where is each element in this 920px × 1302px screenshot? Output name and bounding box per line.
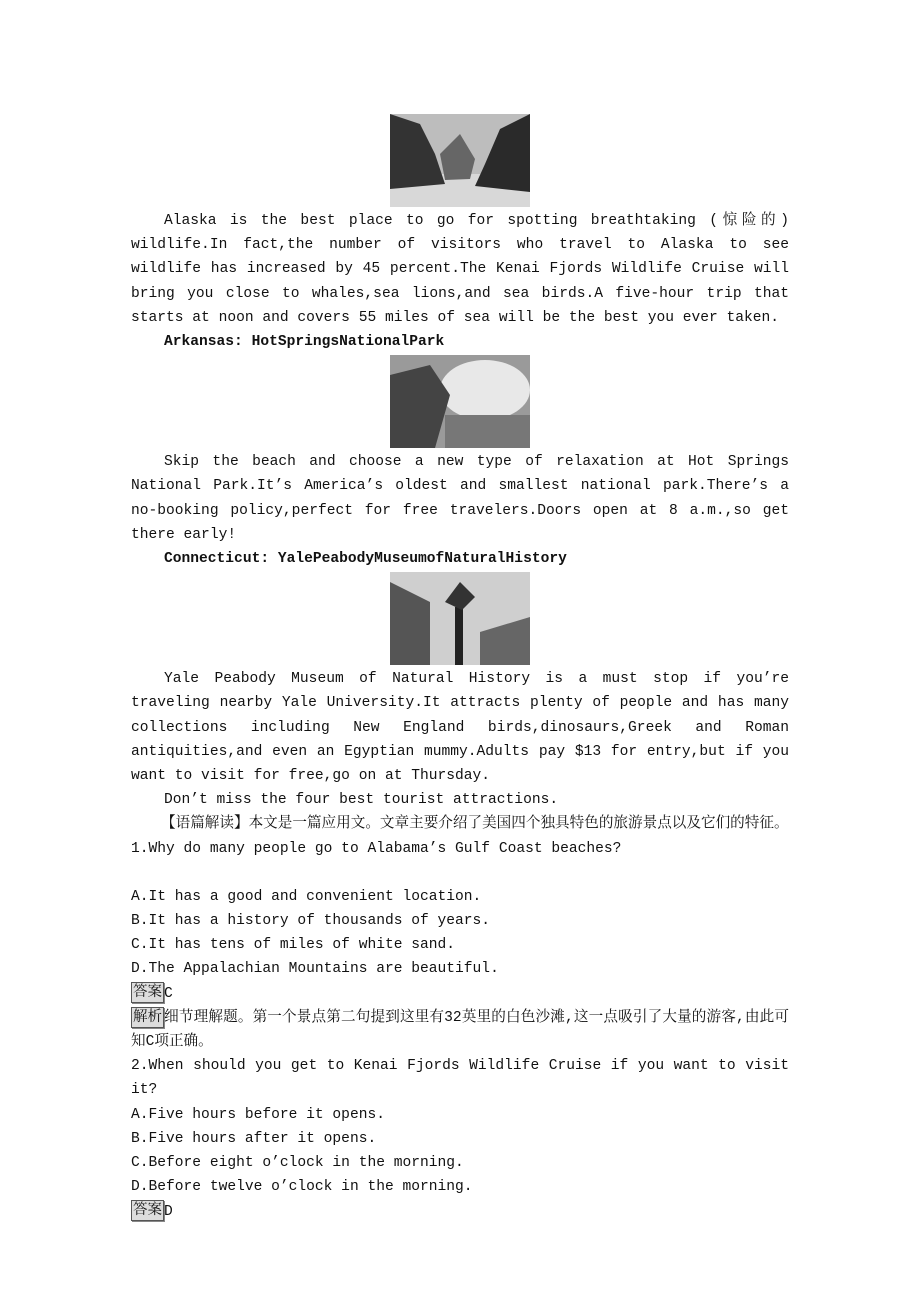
reading-note: 【语篇解读】本文是一篇应用文。文章主要介绍了美国四个独具特色的旅游景点以及它们的特征。 (161, 816, 789, 833)
connecticut-paragraph: Yale Peabody Museum of Natural History is a must stop if you’re traveling nearby Yale University.It attracts plenty of people and has many collections including New England birds,dinosaurs,Greek and Roman antiquities,and even an Egyptian mummy.Adults pay $13 for entry,but if you want to visit for free,go on at Thursday. (131, 671, 789, 785)
answer-tag: 答案 (131, 982, 164, 1003)
analysis-tag: 解析 (131, 1007, 164, 1028)
option-c: C.It has tens of miles of white sand. (131, 937, 456, 954)
analysis-text: 细节理解题。第一个景点第二句提到这里有32英里的白色沙滩,这一点吸引了大量的游客,由此可知C项正确。 (131, 1009, 789, 1051)
answer-tag: 答案 (131, 1200, 164, 1221)
option-c: C.Before eight o’clock in the morning. (131, 1155, 464, 1172)
document-body (131, 0, 789, 1264)
answer-line (131, 1200, 789, 1224)
question-2 (131, 1054, 789, 1223)
arkansas-paragraph: Skip the beach and choose a new type of relaxation at Hot Springs National Park.It’s America’s oldest and smallest national park.There’s a no-booking policy,perfect for free travelers.Doors open at 8 a.m.,so get there early! (131, 454, 789, 543)
option-d: D.Before twelve o’clock in the morning. (131, 1179, 473, 1196)
option-d: D.The Appalachian Mountains are beautiful. (131, 961, 499, 978)
hot-springs-photo (390, 355, 530, 448)
answer-value: C (164, 985, 173, 1002)
question-number: 1. (131, 840, 149, 857)
yale-museum-photo (390, 572, 530, 665)
answer-value: D (164, 1203, 173, 1220)
question-1-stem (131, 837, 789, 861)
closing-sentence: Don’t miss the four best tourist attractions. (164, 792, 559, 809)
question-text: Why do many people go to Alabama’s Gulf Coast beaches? (148, 840, 622, 857)
question-text: When should you get to Kenai Fjords Wildlife Cruise if you want to visit it? (131, 1058, 789, 1099)
alaska-paragraph: Alaska is the best place to go for spotting breathtaking (惊险的) wildlife.In fact,the number of visitors who travel to Alaska to see wildlife has increased by 45 percent.The Kenai Fjords Wildlife Cruise will bring you close to whales,sea lions,and sea birds.A five-hour trip that starts at noon and covers 55 miles of sea will be the best you ever taken. (131, 213, 789, 326)
question-2-stem (131, 1054, 789, 1102)
option-b: B.It has a history of thousands of years. (131, 913, 491, 930)
analysis-line (131, 1006, 789, 1054)
option-a: A.Five hours before it opens. (131, 1106, 385, 1123)
arkansas-heading: Arkansas: HotSpringsNationalPark (164, 334, 445, 351)
question-number: 2. (131, 1058, 149, 1075)
answer-line (131, 982, 789, 1006)
option-a: A.It has a good and convenient location. (131, 888, 482, 905)
connecticut-heading: Connecticut: YalePeabodyMuseumofNaturalHistory (164, 551, 567, 568)
option-b: B.Five hours after it opens. (131, 1130, 377, 1147)
alaska-fjord-photo (390, 114, 530, 207)
question-1 (131, 837, 789, 1055)
